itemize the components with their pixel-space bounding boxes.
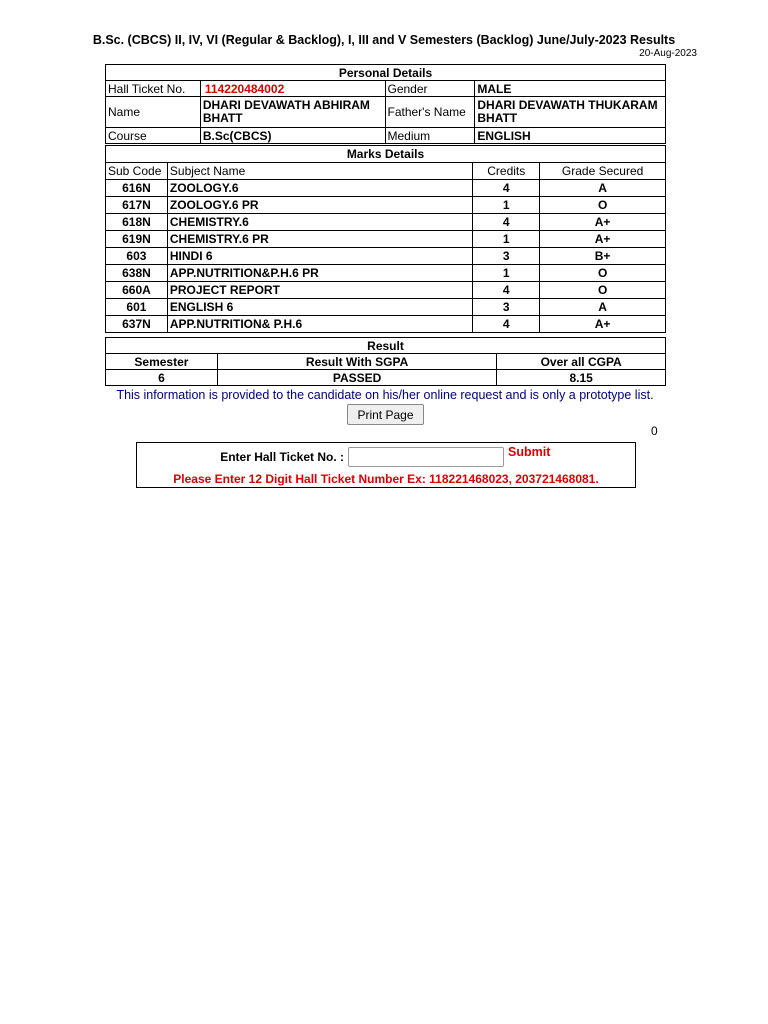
grade: O	[540, 282, 666, 299]
table-row	[106, 248, 666, 265]
sub-code: 638N	[106, 265, 168, 282]
sub-code: 601	[106, 299, 168, 316]
disclaimer-text: This information is provided to the candidate on his/her online request and is only a prototype list.	[116, 388, 654, 402]
submit-button[interactable]: Submit	[508, 445, 551, 459]
personal-details-heading: Personal Details	[106, 65, 666, 81]
table-row	[106, 180, 666, 197]
hall-ticket-search-form	[136, 442, 636, 488]
sub-code: 616N	[106, 180, 168, 197]
table-row	[106, 299, 666, 316]
medium-label: Medium	[385, 128, 475, 144]
marks-details-table	[105, 145, 666, 333]
personal-details-table	[105, 64, 666, 144]
credits: 3	[473, 299, 540, 316]
credits: 1	[473, 231, 540, 248]
table-row	[106, 197, 666, 214]
column-header: Grade Secured	[540, 163, 666, 180]
marks-details-heading: Marks Details	[106, 146, 666, 163]
page-title: B.Sc. (CBCS) II, IV, VI (Regular & Backlog), I, III and V Semesters (Backlog) June/July-2023 Results	[92, 33, 676, 47]
medium-value: ENGLISH	[475, 128, 666, 144]
grade: A	[540, 180, 666, 197]
grade: B+	[540, 248, 666, 265]
subject-name: ENGLISH 6	[167, 299, 472, 316]
credits: 4	[473, 214, 540, 231]
visitor-counter: 0	[651, 424, 658, 438]
hall-ticket-value: 114220484002	[200, 81, 385, 97]
sub-code: 637N	[106, 316, 168, 333]
cgpa-label: Over all CGPA	[497, 354, 666, 370]
column-header: Credits	[473, 163, 540, 180]
column-header: Subject Name	[167, 163, 472, 180]
grade: A+	[540, 214, 666, 231]
hall-ticket-input[interactable]	[348, 447, 504, 467]
father-name-value: DHARI DEVAWATH THUKARAM BHATT	[475, 97, 666, 128]
subject-name: ZOOLOGY.6 PR	[167, 197, 472, 214]
result-heading: Result	[106, 338, 666, 354]
gender-value: MALE	[475, 81, 666, 97]
course-value: B.Sc(CBCS)	[200, 128, 385, 144]
grade: O	[540, 197, 666, 214]
credits: 3	[473, 248, 540, 265]
sub-code: 617N	[106, 197, 168, 214]
father-name-label: Father's Name	[385, 97, 475, 128]
name-value: DHARI DEVAWATH ABHIRAM BHATT	[200, 97, 385, 128]
subject-name: ZOOLOGY.6	[167, 180, 472, 197]
subject-name: HINDI 6	[167, 248, 472, 265]
subject-name: PROJECT REPORT	[167, 282, 472, 299]
table-row	[106, 265, 666, 282]
table-row	[106, 282, 666, 299]
sgpa-value: PASSED	[217, 370, 496, 386]
grade: A+	[540, 316, 666, 333]
grade: A	[540, 299, 666, 316]
hall-ticket-label: Hall Ticket No.	[106, 81, 201, 97]
semester-label: Semester	[106, 354, 218, 370]
subject-name: APP.NUTRITION& P.H.6	[167, 316, 472, 333]
table-row	[106, 231, 666, 248]
sub-code: 660A	[106, 282, 168, 299]
credits: 1	[473, 197, 540, 214]
subject-name: APP.NUTRITION&P.H.6 PR	[167, 265, 472, 282]
hall-ticket-input-label: Enter Hall Ticket No. :	[220, 450, 344, 464]
gender-label: Gender	[385, 81, 475, 97]
name-label: Name	[106, 97, 201, 128]
cgpa-value: 8.15	[497, 370, 666, 386]
course-label: Course	[106, 128, 201, 144]
grade: O	[540, 265, 666, 282]
sgpa-label: Result With SGPA	[217, 354, 496, 370]
sub-code: 619N	[106, 231, 168, 248]
credits: 4	[473, 282, 540, 299]
sub-code: 618N	[106, 214, 168, 231]
subject-name: CHEMISTRY.6	[167, 214, 472, 231]
semester-value: 6	[106, 370, 218, 386]
credits: 1	[473, 265, 540, 282]
credits: 4	[473, 180, 540, 197]
column-header: Sub Code	[106, 163, 168, 180]
credits: 4	[473, 316, 540, 333]
grade: A+	[540, 231, 666, 248]
result-table	[105, 337, 666, 386]
table-row	[106, 316, 666, 333]
result-date: 20-Aug-2023	[639, 48, 697, 59]
subject-name: CHEMISTRY.6 PR	[167, 231, 472, 248]
hall-ticket-hint: Please Enter 12 Digit Hall Ticket Number Ex: 118221468023, 203721468081.	[173, 472, 599, 486]
sub-code: 603	[106, 248, 168, 265]
table-row	[106, 214, 666, 231]
print-page-button[interactable]: Print Page	[347, 404, 424, 425]
